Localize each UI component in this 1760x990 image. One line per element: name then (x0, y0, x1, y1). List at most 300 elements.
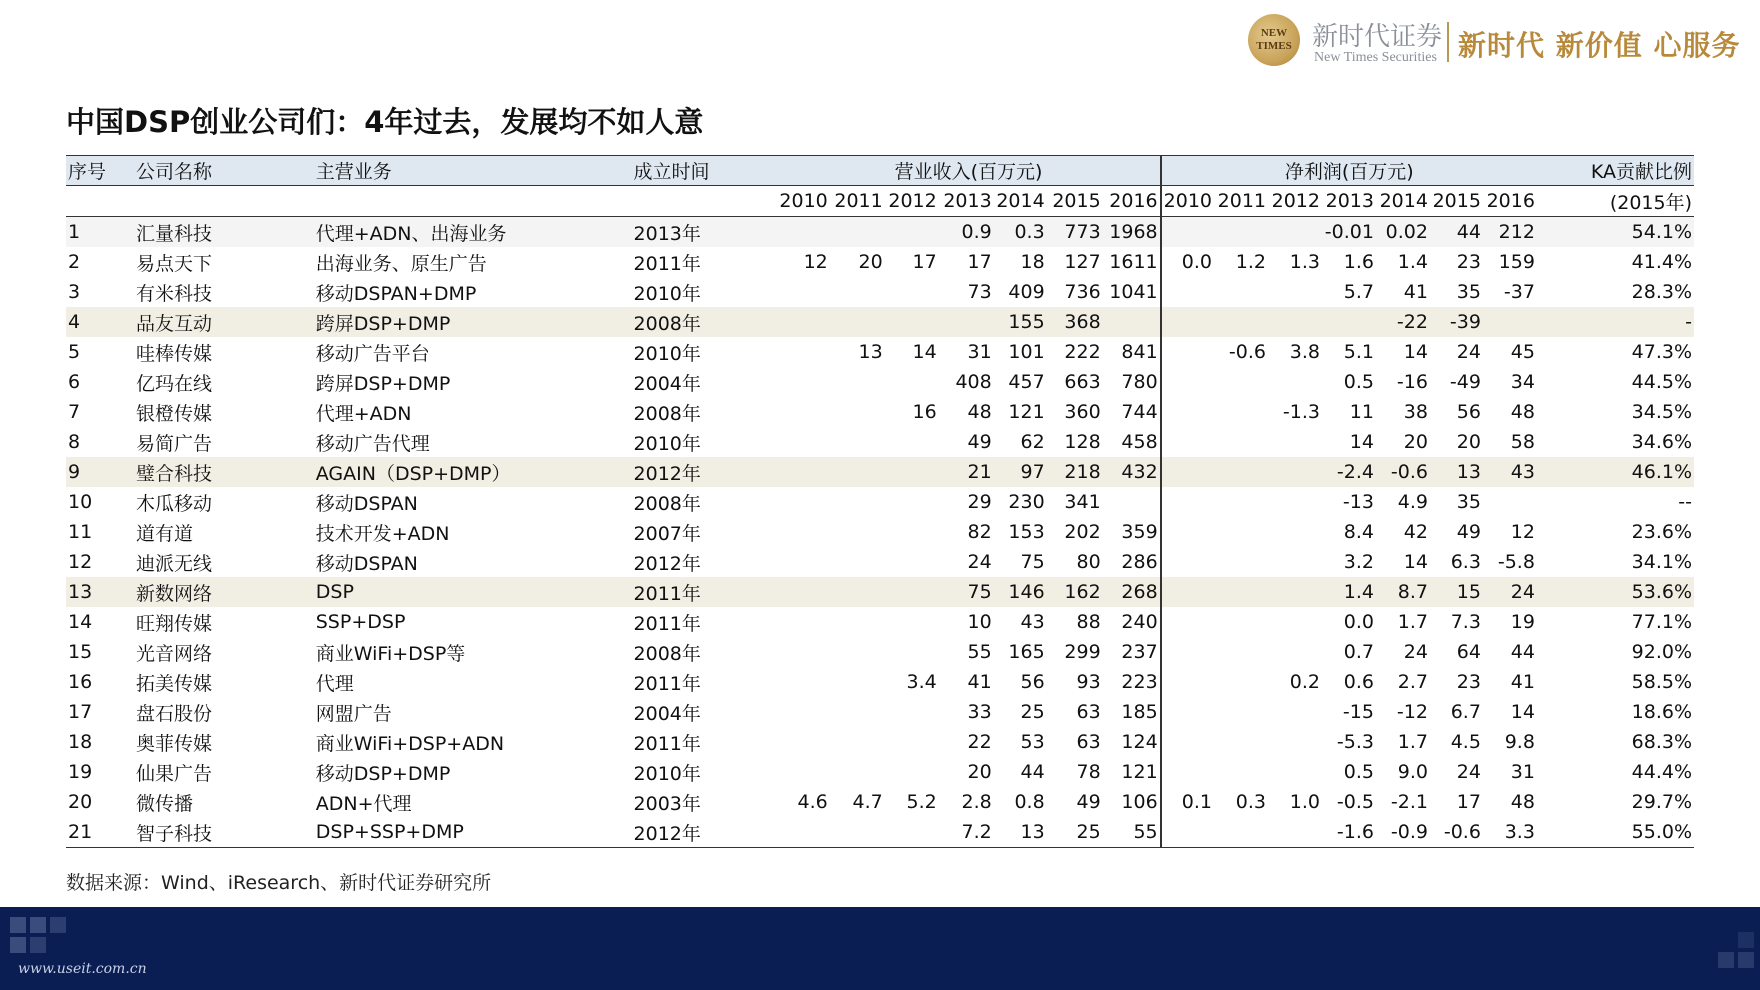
cell-revenue: 17 (912, 251, 937, 273)
cell-revenue (885, 637, 939, 667)
cell-revenue: 88 (1076, 611, 1101, 633)
cell-founded: 2011年 (633, 672, 701, 695)
cell-revenue (830, 217, 885, 248)
cell-profit (1268, 547, 1322, 577)
cell-business: DSP (314, 577, 632, 607)
cell-profit: 0.6 (1343, 671, 1374, 693)
cell-profit: 35 (1456, 491, 1481, 513)
cell-revenue: 458 (1103, 427, 1161, 457)
cell-revenue: 29 (967, 491, 992, 513)
cell-revenue (777, 217, 829, 248)
cell-profit: 24 (1483, 577, 1537, 607)
cell-revenue: 218 (1047, 457, 1103, 487)
cell-revenue: 20 (858, 251, 883, 273)
cell-revenue: 17 (967, 251, 992, 273)
brand-name-en: New Times Securities (1314, 50, 1437, 65)
cell-no: 3 (68, 281, 81, 303)
cell-profit: 3.2 (1343, 551, 1374, 573)
cell-revenue: 106 (1103, 787, 1161, 817)
cell-profit (1214, 427, 1268, 457)
profit-year-header: 2014 (1376, 186, 1430, 217)
cell-profit (1161, 217, 1214, 248)
cell-revenue: 82 (967, 521, 992, 543)
cell-revenue: 457 (1008, 371, 1045, 393)
cell-company: 银橙传媒 (135, 402, 212, 425)
profit-year-header: 2016 (1483, 186, 1537, 217)
cell-profit: 0.2 (1289, 671, 1320, 693)
cell-revenue (777, 487, 829, 517)
cell-company: 亿玛在线 (135, 372, 212, 395)
cell-business: 移动DSP+DMP (315, 762, 451, 785)
cell-revenue (830, 517, 885, 547)
cell-revenue: 75 (939, 577, 994, 607)
cell-revenue: 49 (967, 431, 992, 453)
cell-revenue: 409 (1008, 281, 1045, 303)
cell-profit: 11 (1349, 401, 1374, 423)
cell-ka: 23.6% (1631, 521, 1692, 543)
cell-profit (1214, 217, 1268, 248)
cell-revenue: 49 (1076, 791, 1101, 813)
col-header-founded: 成立时间 (632, 156, 778, 186)
cell-no: 19 (68, 761, 93, 783)
cell-revenue: 25 (1020, 701, 1045, 723)
cell-founded: 2004年 (633, 372, 701, 395)
cell-revenue: 22 (967, 731, 992, 753)
table-row (66, 277, 1694, 307)
cell-profit: 48 (1510, 791, 1535, 813)
cell-founded: 2008年 (633, 492, 701, 515)
cell-revenue (830, 397, 885, 427)
cell-company: 微传播 (135, 792, 193, 815)
cell-profit: 0.5 (1343, 761, 1374, 783)
cell-revenue: 56 (1020, 671, 1045, 693)
cell-profit: 212 (1483, 217, 1537, 248)
cell-revenue (777, 427, 829, 457)
cell-no: 9 (66, 457, 134, 487)
table-row (66, 337, 1694, 367)
cell-profit: 4.5 (1450, 731, 1481, 753)
company-logo (1248, 14, 1300, 66)
cell-no: 15 (68, 641, 93, 663)
revenue-year-header: 2016 (1103, 186, 1161, 217)
cell-revenue (830, 667, 885, 697)
cell-business: 技术开发+ADN (315, 522, 450, 545)
cell-profit: 17 (1456, 791, 1481, 813)
cell-revenue: 25 (1047, 817, 1103, 848)
cell-profit (1268, 307, 1322, 337)
cell-revenue (885, 217, 939, 248)
cell-revenue (830, 697, 885, 727)
cell-profit: 2.7 (1397, 671, 1428, 693)
table-row (66, 577, 1694, 607)
cell-revenue: 1611 (1103, 247, 1161, 277)
cell-profit: 159 (1498, 251, 1535, 273)
cell-profit: 1.2 (1235, 251, 1266, 273)
cell-ka: 34.5% (1631, 401, 1692, 423)
cell-profit: 35 (1456, 281, 1481, 303)
cell-revenue: 63 (1076, 701, 1101, 723)
revenue-year-header: 2011 (830, 186, 885, 217)
cell-revenue (830, 367, 885, 397)
revenue-year-header: 2012 (885, 186, 939, 217)
cell-revenue (885, 517, 939, 547)
table-row (66, 637, 1694, 667)
dsp-companies-table (66, 155, 1694, 848)
cell-revenue: 12 (803, 251, 828, 273)
cell-profit: 6.7 (1450, 701, 1481, 723)
cell-revenue: 744 (1103, 397, 1161, 427)
cell-ka: 44.4% (1631, 761, 1692, 783)
cell-company: 易点天下 (135, 252, 212, 275)
cell-profit (1161, 727, 1214, 757)
cell-profit (1161, 487, 1214, 517)
cell-profit: -22 (1376, 307, 1430, 337)
cell-profit (1268, 217, 1322, 248)
cell-profit (1214, 397, 1268, 427)
cell-revenue: 48 (967, 401, 992, 423)
cell-revenue: 33 (967, 701, 992, 723)
cell-profit (1161, 457, 1214, 487)
cell-profit: -2.4 (1322, 457, 1376, 487)
cell-profit: 44 (1430, 217, 1483, 248)
cell-revenue (777, 517, 829, 547)
revenue-year-header: 2015 (1047, 186, 1103, 217)
cell-profit (1161, 757, 1214, 787)
cell-revenue: 75 (1020, 551, 1045, 573)
cell-founded: 2010年 (633, 282, 701, 305)
cell-revenue (885, 427, 939, 457)
cell-no: 6 (68, 371, 81, 393)
cell-ka: 34.6% (1631, 431, 1692, 453)
cell-profit (1161, 607, 1214, 637)
cell-profit: 0.7 (1343, 641, 1374, 663)
cell-profit: -16 (1396, 371, 1428, 393)
cell-revenue: 299 (1064, 641, 1101, 663)
cell-profit: 1.6 (1343, 251, 1374, 273)
cell-no: 8 (68, 431, 81, 453)
cell-revenue (885, 727, 939, 757)
cell-revenue (1103, 487, 1161, 517)
cell-no: 1 (66, 217, 134, 248)
cell-profit: 20 (1403, 431, 1428, 453)
cell-profit (1268, 727, 1322, 757)
cell-profit: 14 (1349, 431, 1374, 453)
cell-founded: 2003年 (633, 792, 701, 815)
cell-business: 跨屏DSP+DMP (314, 307, 632, 337)
cell-profit: -49 (1449, 371, 1481, 393)
cell-revenue (830, 577, 885, 607)
cell-profit (1268, 577, 1322, 607)
cell-profit: 1.3 (1289, 251, 1320, 273)
cell-revenue (830, 727, 885, 757)
table-body (66, 217, 1694, 848)
cell-profit (1214, 307, 1268, 337)
cell-profit (1268, 757, 1322, 787)
cell-no: 10 (68, 491, 93, 513)
cell-profit (1214, 277, 1268, 307)
logo-text: NEW TIMES (1256, 27, 1292, 52)
cell-revenue: 222 (1064, 341, 1101, 363)
cell-revenue (777, 337, 829, 367)
col-header-business: 主营业务 (314, 156, 632, 186)
cell-revenue: 4.6 (797, 791, 828, 813)
cell-revenue (777, 397, 829, 427)
cell-profit: -39 (1430, 307, 1483, 337)
col-header-profit: 净利润(百万元) (1161, 156, 1537, 186)
cell-profit: -2.1 (1390, 791, 1428, 813)
cell-revenue (777, 607, 829, 637)
ka-year-header: (2015年) (1537, 186, 1694, 217)
cell-revenue: 663 (1064, 371, 1101, 393)
cell-founded: 2010年 (633, 762, 701, 785)
cell-revenue: 10 (967, 611, 992, 633)
cell-profit: 56 (1456, 401, 1481, 423)
cell-profit: 15 (1430, 577, 1483, 607)
cell-ka: 77.1% (1631, 611, 1692, 633)
cell-founded: 2010年 (633, 342, 701, 365)
cell-revenue: 368 (1047, 307, 1103, 337)
profit-year-header: 2011 (1214, 186, 1268, 217)
cell-founded: 2012年 (632, 817, 778, 848)
page-title: 中国DSP创业公司们：4年过去，发展均不如人意 (66, 105, 704, 139)
cell-founded: 2010年 (633, 432, 701, 455)
cell-founded: 2011年 (632, 577, 778, 607)
cell-revenue: 78 (1076, 761, 1101, 783)
brand-name-cn: 新时代证券 (1312, 22, 1443, 52)
cell-revenue: 80 (1076, 551, 1101, 573)
cell-company: 木瓜移动 (135, 492, 212, 515)
cell-ka: -- (1678, 491, 1692, 513)
cell-company: 易简广告 (135, 432, 212, 455)
cell-profit: 48 (1510, 401, 1535, 423)
table-row (66, 667, 1694, 697)
cell-profit (1161, 397, 1214, 427)
cell-no: 18 (68, 731, 93, 753)
cell-revenue: 5.2 (906, 791, 937, 813)
cell-business: 商业WiFi+DSP等 (315, 642, 466, 665)
cell-revenue (777, 277, 829, 307)
cell-profit: 43 (1483, 457, 1537, 487)
cell-revenue: 408 (955, 371, 992, 393)
cell-revenue: 62 (1020, 431, 1045, 453)
cell-ka: 68.3% (1631, 731, 1692, 753)
cell-profit: 20 (1456, 431, 1481, 453)
cell-profit (1214, 667, 1268, 697)
brand-slogan: 新时代 新价值 心服务 (1458, 29, 1741, 62)
cell-profit: 3.8 (1289, 341, 1320, 363)
cell-profit: 7.3 (1450, 611, 1481, 633)
cell-business: 移动DSPAN (315, 492, 418, 515)
cell-profit: 19 (1510, 611, 1535, 633)
cell-profit: -0.9 (1376, 817, 1430, 848)
table-row (66, 457, 1694, 487)
cell-profit (1268, 277, 1322, 307)
cell-business: DSP+SSP+DMP (314, 817, 632, 848)
brand-divider (1447, 22, 1449, 62)
cell-revenue: 1968 (1103, 217, 1161, 248)
col-header-no: 序号 (66, 156, 134, 186)
cell-profit: 14 (1403, 341, 1428, 363)
cell-revenue: 432 (1103, 457, 1161, 487)
cell-founded: 2007年 (633, 522, 701, 545)
cell-company: 光音网络 (135, 642, 212, 665)
cell-ka: 41.4% (1631, 251, 1692, 273)
cell-profit (1214, 817, 1268, 848)
cell-ka: 58.5% (1631, 671, 1692, 693)
profit-year-header: 2015 (1430, 186, 1483, 217)
cell-founded: 2008年 (633, 402, 701, 425)
cell-profit: 9.0 (1397, 761, 1428, 783)
cell-revenue (885, 457, 939, 487)
cell-profit: -5.8 (1497, 551, 1535, 573)
cell-revenue: 55 (967, 641, 992, 663)
cell-revenue: 230 (1008, 491, 1045, 513)
cell-revenue: 14 (912, 341, 937, 363)
cell-no: 20 (68, 791, 93, 813)
cell-revenue (885, 277, 939, 307)
cell-founded: 2004年 (633, 702, 701, 725)
cell-revenue (939, 307, 994, 337)
footer-decor-square (1718, 952, 1734, 968)
cell-business: 移动广告代理 (315, 432, 430, 455)
cell-no: 21 (66, 817, 134, 848)
cell-revenue: 13 (994, 817, 1047, 848)
cell-profit: 41 (1510, 671, 1535, 693)
cell-no: 17 (68, 701, 93, 723)
table-row (66, 427, 1694, 457)
cell-company: 拓美传媒 (135, 672, 212, 695)
cell-revenue: 185 (1103, 697, 1161, 727)
cell-profit: 64 (1456, 641, 1481, 663)
cell-profit: 8.7 (1376, 577, 1430, 607)
cell-revenue (830, 277, 885, 307)
cell-profit: 14 (1403, 551, 1428, 573)
cell-ka: 46.1% (1537, 457, 1694, 487)
cell-profit: -37 (1503, 281, 1535, 303)
cell-revenue: 153 (1008, 521, 1045, 543)
col-header-company: 公司名称 (134, 156, 314, 186)
table-year-row (66, 186, 1694, 217)
table-row (66, 607, 1694, 637)
cell-revenue: 780 (1103, 367, 1161, 397)
cell-ka: 44.5% (1631, 371, 1692, 393)
cell-revenue (777, 577, 829, 607)
cell-profit (1161, 427, 1214, 457)
cell-revenue: 41 (967, 671, 992, 693)
data-source-note: 数据来源：Wind、iResearch、新时代证券研究所 (66, 872, 492, 894)
cell-company: 有米科技 (135, 282, 212, 305)
cell-revenue: 4.7 (852, 791, 883, 813)
cell-revenue: 0.8 (1014, 791, 1045, 813)
cell-revenue (830, 427, 885, 457)
cell-ka: - (1537, 307, 1694, 337)
cell-profit (1214, 697, 1268, 727)
cell-founded: 2011年 (633, 612, 701, 635)
cell-profit: 44 (1510, 641, 1535, 663)
cell-revenue: 55 (1103, 817, 1161, 848)
cell-company: 迪派无线 (135, 552, 212, 575)
cell-profit (1161, 307, 1214, 337)
cell-revenue: 121 (1103, 757, 1161, 787)
cell-profit (1483, 487, 1537, 517)
cell-revenue (885, 547, 939, 577)
cell-profit: 34 (1510, 371, 1535, 393)
cell-business: 跨屏DSP+DMP (315, 372, 451, 395)
cell-profit: 0.0 (1343, 611, 1374, 633)
cell-profit (1161, 637, 1214, 667)
cell-revenue (885, 817, 939, 848)
cell-ka: 34.1% (1631, 551, 1692, 573)
cell-profit: -1.6 (1322, 817, 1376, 848)
cell-business: 移动DSPAN+DMP (315, 282, 477, 305)
cell-revenue (777, 637, 829, 667)
cell-profit (1268, 367, 1322, 397)
cell-profit: 23 (1456, 671, 1481, 693)
profit-year-header: 2013 (1322, 186, 1376, 217)
cell-revenue: 268 (1103, 577, 1161, 607)
cell-revenue: 44 (1020, 761, 1045, 783)
cell-profit: 42 (1403, 521, 1428, 543)
cell-founded: 2013年 (632, 217, 778, 248)
cell-business: AGAIN（DSP+DMP） (314, 457, 632, 487)
cell-revenue (777, 667, 829, 697)
cell-revenue: 3.4 (906, 671, 937, 693)
footer-decor-square (10, 917, 26, 933)
cell-profit (1161, 577, 1214, 607)
cell-revenue (777, 727, 829, 757)
cell-business: ADN+代理 (315, 792, 412, 815)
cell-no: 2 (68, 251, 81, 273)
cell-revenue (830, 637, 885, 667)
cell-profit: 23 (1456, 251, 1481, 273)
cell-revenue (885, 757, 939, 787)
cell-profit: 9.8 (1504, 731, 1535, 753)
footer-bar (0, 907, 1760, 990)
cell-revenue: 121 (1008, 401, 1045, 423)
cell-revenue: 155 (994, 307, 1047, 337)
cell-revenue: 18 (1020, 251, 1045, 273)
table-row (66, 487, 1694, 517)
cell-revenue (777, 367, 829, 397)
cell-revenue: 13 (858, 341, 883, 363)
cell-no: 5 (68, 341, 81, 363)
cell-revenue: 21 (939, 457, 994, 487)
footer-decor-square (30, 917, 46, 933)
cell-revenue (885, 577, 939, 607)
cell-profit: -15 (1342, 701, 1374, 723)
cell-profit: 3.3 (1483, 817, 1537, 848)
cell-revenue (1103, 307, 1161, 337)
cell-profit: 49 (1456, 521, 1481, 543)
cell-profit: -1.3 (1282, 401, 1320, 423)
cell-ka: 28.3% (1631, 281, 1692, 303)
cell-ka: 29.7% (1631, 791, 1692, 813)
cell-profit (1268, 517, 1322, 547)
cell-profit: -5.3 (1336, 731, 1374, 753)
cell-profit: 13 (1430, 457, 1483, 487)
cell-revenue (777, 697, 829, 727)
cell-revenue: 128 (1064, 431, 1101, 453)
col-header-ka: KA贡献比例 (1537, 156, 1694, 186)
cell-revenue: 73 (967, 281, 992, 303)
cell-profit: 38 (1403, 401, 1428, 423)
cell-revenue (830, 307, 885, 337)
cell-revenue (830, 547, 885, 577)
cell-profit: 24 (1456, 761, 1481, 783)
cell-profit: 8.4 (1343, 521, 1374, 543)
cell-business: 代理+ADN (315, 402, 412, 425)
cell-revenue: 43 (1020, 611, 1045, 633)
